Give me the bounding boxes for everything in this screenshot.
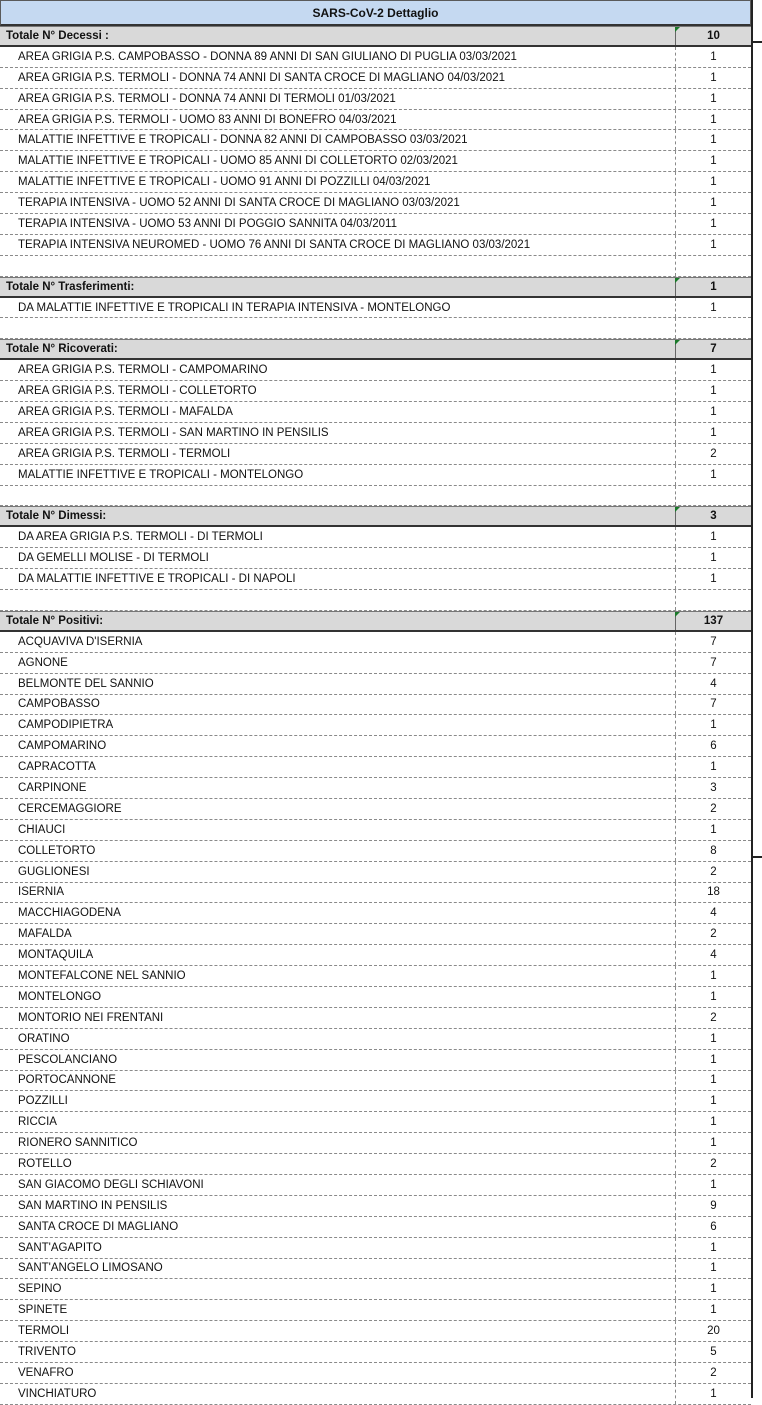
table-row[interactable] [0, 820, 751, 841]
row-label: MAFALDA [18, 928, 72, 941]
row-value: 4 [675, 945, 751, 965]
section-total-label: Totale N° Decessi : [6, 29, 109, 42]
section-total-label: Totale N° Ricoverati: [6, 343, 118, 356]
blank-row [0, 318, 751, 339]
table-row[interactable] [0, 235, 751, 256]
report-table [0, 26, 762, 1405]
table-row[interactable] [0, 757, 751, 778]
table-row[interactable] [0, 695, 751, 716]
table-row[interactable] [0, 569, 751, 590]
table-row[interactable] [0, 1196, 751, 1217]
row-label: CAPRACOTTA [18, 761, 96, 774]
row-label: GUGLIONESI [18, 865, 90, 878]
table-row[interactable] [0, 862, 751, 883]
row-value: 5 [675, 1342, 751, 1362]
table-row[interactable] [0, 924, 751, 945]
row-value: 1 [675, 527, 751, 547]
row-label: SANTA CROCE DI MAGLIANO [18, 1220, 179, 1233]
row-value: 1 [675, 1300, 751, 1320]
row-label: AREA GRIGIA P.S. CAMPOBASSO - DONNA 89 ANNI DI SAN GIULIANO DI PUGLIA 03/03/2021 [18, 50, 517, 63]
table-row[interactable] [0, 1259, 751, 1280]
row-value: 18 [675, 883, 751, 903]
section-total-value: 10 [675, 27, 751, 45]
row-value: 1 [675, 193, 751, 213]
column-border-tick [753, 41, 762, 43]
table-row[interactable] [0, 1091, 751, 1112]
table-row[interactable] [0, 1112, 751, 1133]
table-row[interactable] [0, 360, 751, 381]
table-row[interactable] [0, 1008, 751, 1029]
row-value: 1 [675, 1279, 751, 1299]
row-label: MONTAQUILA [18, 949, 94, 962]
row-label: MALATTIE INFETTIVE E TROPICALI - MONTELONGO [18, 468, 304, 481]
row-label: TERMOLI [18, 1325, 70, 1338]
table-row[interactable] [0, 172, 751, 193]
table-row[interactable] [0, 47, 751, 68]
row-label: MONTORIO NEI FRENTANI [18, 1011, 164, 1024]
comment-marker-icon [675, 27, 680, 32]
table-row[interactable] [0, 987, 751, 1008]
row-value: 1 [675, 569, 751, 589]
row-label: RICCIA [18, 1116, 57, 1129]
row-value: 1 [675, 402, 751, 422]
blank-cell [675, 318, 751, 338]
table-row[interactable] [0, 903, 751, 924]
row-value: 2 [675, 1154, 751, 1174]
row-label: CAMPOMARINO [18, 740, 107, 753]
row-label: DA MALATTIE INFETTIVE E TROPICALI IN TERAPIA INTENSIVA - MONTELONGO [18, 301, 451, 314]
table-row[interactable] [0, 632, 751, 653]
row-label: CAMPOBASSO [18, 698, 100, 711]
section-total-row[interactable] [0, 506, 751, 527]
row-label: COLLETORTO [18, 844, 96, 857]
row-value: 1 [675, 1175, 751, 1195]
row-value: 1 [675, 757, 751, 777]
row-value: 7 [675, 695, 751, 715]
table-row[interactable] [0, 1029, 751, 1050]
table-row[interactable] [0, 130, 751, 151]
column-border-tick [753, 856, 762, 858]
row-label: CARPINONE [18, 782, 87, 794]
row-label: CAMPODIPIETRA [18, 719, 114, 732]
table-row[interactable] [0, 653, 751, 674]
table-row[interactable] [0, 966, 751, 987]
row-label: SANT'AGAPITO [18, 1241, 102, 1254]
row-label: AREA GRIGIA P.S. TERMOLI - UOMO 83 ANNI DI BONEFRO 04/03/2021 [18, 113, 397, 126]
table-row[interactable] [0, 1342, 751, 1363]
row-label: SANT'ANGELO LIMOSANO [18, 1262, 163, 1275]
row-value: 1 [675, 966, 751, 986]
row-label: AREA GRIGIA P.S. TERMOLI - CAMPOMARINO [18, 364, 268, 377]
table-row[interactable] [0, 736, 751, 757]
row-value: 1 [675, 214, 751, 234]
table-row[interactable] [0, 1300, 751, 1321]
row-label: ACQUAVIVA D'ISERNIA [18, 635, 143, 648]
row-value: 2 [675, 1363, 751, 1383]
row-label: CHIAUCI [18, 823, 66, 836]
table-row[interactable] [0, 214, 751, 235]
section-total-label: Totale N° Dimessi: [6, 510, 107, 523]
table-row[interactable] [0, 1133, 751, 1154]
row-value: 1 [675, 987, 751, 1007]
row-label: ISERNIA [18, 886, 65, 899]
row-label: SPINETE [18, 1304, 68, 1317]
blank-cell [675, 590, 751, 610]
row-label: RIONERO SANNITICO [18, 1137, 138, 1150]
row-label: MALATTIE INFETTIVE E TROPICALI - DONNA 82 ANNI DI CAMPOBASSO 03/03/2021 [18, 134, 468, 147]
row-label: AREA GRIGIA P.S. TERMOLI - DONNA 74 ANNI DI TERMOLI 01/03/2021 [18, 92, 396, 105]
row-value: 2 [675, 799, 751, 819]
row-value: 1 [675, 110, 751, 130]
row-label: MONTELONGO [18, 990, 102, 1003]
row-value: 1 [675, 548, 751, 568]
row-value: 2 [675, 1008, 751, 1028]
blank-row [0, 486, 751, 507]
row-value: 1 [675, 1050, 751, 1070]
comment-marker-icon [675, 278, 680, 283]
table-row[interactable] [0, 799, 751, 820]
column-border [751, 0, 753, 1398]
comment-marker-icon [675, 612, 680, 617]
row-label: TRIVENTO [18, 1346, 76, 1359]
row-value: 1 [675, 423, 751, 443]
row-value: 1 [675, 820, 751, 840]
row-label: AGNONE [18, 656, 68, 669]
row-label: PORTOCANNONE [18, 1074, 116, 1087]
row-value: 1 [675, 47, 751, 67]
table-row[interactable] [0, 1050, 751, 1071]
row-value: 1 [675, 1071, 751, 1091]
blank-cell [675, 486, 751, 506]
row-value: 1 [675, 1259, 751, 1279]
row-value: 1 [675, 172, 751, 192]
row-label: MALATTIE INFETTIVE E TROPICALI - UOMO 85 ANNI DI COLLETORTO 02/03/2021 [18, 155, 458, 168]
table-row[interactable] [0, 1238, 751, 1259]
section-total-row[interactable] [0, 611, 751, 632]
row-value: 8 [675, 841, 751, 861]
table-row[interactable] [0, 465, 751, 486]
section-total-row[interactable] [0, 339, 751, 360]
row-label: DA GEMELLI MOLISE - DI TERMOLI [18, 552, 209, 565]
comment-marker-icon [675, 507, 680, 512]
row-value: 2 [675, 862, 751, 882]
section-total-row[interactable] [0, 277, 751, 298]
table-row[interactable] [0, 1217, 751, 1238]
row-value: 1 [675, 1029, 751, 1049]
row-label: TERAPIA INTENSIVA - UOMO 52 ANNI DI SANTA CROCE DI MAGLIANO 03/03/2021 [18, 197, 460, 210]
row-value: 2 [675, 444, 751, 464]
table-row[interactable] [0, 444, 751, 465]
row-label: POZZILLI [18, 1095, 68, 1108]
blank-row [0, 590, 751, 611]
table-row[interactable] [0, 1384, 751, 1405]
row-label: AREA GRIGIA P.S. TERMOLI - SAN MARTINO IN PENSILIS [18, 426, 329, 439]
row-label: AREA GRIGIA P.S. TERMOLI - DONNA 74 ANNI DI SANTA CROCE DI MAGLIANO 04/03/2021 [18, 71, 505, 84]
section-total-label: Totale N° Trasferimenti: [6, 280, 135, 293]
row-value: 3 [675, 778, 751, 798]
row-label: VENAFRO [18, 1366, 74, 1379]
row-value: 1 [675, 1384, 751, 1404]
row-label: ORATINO [18, 1032, 70, 1045]
row-value: 1 [675, 465, 751, 485]
row-value: 1 [675, 1112, 751, 1132]
section-total-label: Totale N° Positivi: [6, 614, 104, 627]
table-row[interactable] [0, 1071, 751, 1092]
table-row[interactable] [0, 298, 751, 319]
table-row[interactable] [0, 402, 751, 423]
blank-cell [675, 256, 751, 276]
table-row[interactable] [0, 883, 751, 904]
row-value: 7 [675, 632, 751, 652]
table-row[interactable] [0, 1175, 751, 1196]
row-value: 6 [675, 736, 751, 756]
row-label: PESCOLANCIANO [18, 1053, 118, 1066]
row-value: 1 [675, 89, 751, 109]
table-row[interactable] [0, 778, 751, 799]
row-label: MALATTIE INFETTIVE E TROPICALI - UOMO 91 ANNI DI POZZILLI 04/03/2021 [18, 176, 431, 189]
table-row[interactable] [0, 1279, 751, 1300]
table-row[interactable] [0, 68, 751, 89]
report-title: SARS-CoV-2 Dettaglio [0, 0, 751, 26]
row-value: 9 [675, 1196, 751, 1216]
row-label: DA MALATTIE INFETTIVE E TROPICALI - DI NAPOLI [18, 573, 296, 586]
row-label: TERAPIA INTENSIVA - UOMO 53 ANNI DI POGGIO SANNITA 04/03/2011 [18, 217, 397, 230]
row-label: SEPINO [18, 1283, 62, 1296]
blank-row [0, 256, 751, 277]
row-label: MACCHIAGODENA [18, 907, 121, 920]
table-row[interactable] [0, 674, 751, 695]
row-value: 2 [675, 924, 751, 944]
row-label: AREA GRIGIA P.S. TERMOLI - COLLETORTO [18, 385, 257, 398]
row-value: 1 [675, 68, 751, 88]
row-label: AREA GRIGIA P.S. TERMOLI - TERMOLI [18, 447, 231, 460]
table-row[interactable] [0, 1321, 751, 1342]
table-row[interactable] [0, 527, 751, 548]
row-value: 4 [675, 903, 751, 923]
row-value: 1 [675, 151, 751, 171]
row-label: MONTEFALCONE NEL SANNIO [18, 970, 186, 983]
table-row[interactable] [0, 193, 751, 214]
row-label: DA AREA GRIGIA P.S. TERMOLI - DI TERMOLI [18, 531, 263, 544]
row-value: 1 [675, 715, 751, 735]
comment-marker-icon [675, 340, 680, 345]
row-value: 1 [675, 298, 751, 318]
row-label: VINCHIATURO [18, 1387, 97, 1400]
section-total-value: 137 [675, 612, 751, 630]
table-row[interactable] [0, 1154, 751, 1175]
table-row[interactable] [0, 423, 751, 444]
row-label: TERAPIA INTENSIVA NEUROMED - UOMO 76 ANNI DI SANTA CROCE DI MAGLIANO 03/03/2021 [18, 238, 531, 251]
section-total-value: 3 [675, 507, 751, 525]
row-value: 1 [675, 1091, 751, 1111]
row-value: 6 [675, 1217, 751, 1237]
table-row[interactable] [0, 110, 751, 131]
row-value: 1 [675, 130, 751, 150]
table-row[interactable] [0, 89, 751, 110]
row-label: ROTELLO [18, 1158, 72, 1171]
section-total-value: 1 [675, 278, 751, 296]
row-label: SAN GIACOMO DEGLI SCHIAVONI [18, 1178, 204, 1191]
section-total-value: 7 [675, 340, 751, 358]
row-value: 1 [675, 1238, 751, 1258]
table-row[interactable] [0, 381, 751, 402]
table-row[interactable] [0, 151, 751, 172]
table-row[interactable] [0, 548, 751, 569]
row-label: CERCEMAGGIORE [18, 802, 122, 815]
row-value: 20 [675, 1321, 751, 1341]
row-value: 1 [675, 381, 751, 401]
row-value: 1 [675, 1133, 751, 1153]
table-row[interactable] [0, 1363, 751, 1384]
table-row[interactable] [0, 945, 751, 966]
row-value: 1 [675, 235, 751, 255]
row-value: 4 [675, 674, 751, 694]
row-value: 7 [675, 653, 751, 673]
section-total-row[interactable] [0, 26, 751, 47]
row-value: 1 [675, 360, 751, 380]
table-row[interactable] [0, 841, 751, 862]
row-label: AREA GRIGIA P.S. TERMOLI - MAFALDA [18, 405, 233, 418]
row-label: BELMONTE DEL SANNIO [18, 677, 154, 690]
row-label: SAN MARTINO IN PENSILIS [18, 1199, 168, 1212]
table-row[interactable] [0, 715, 751, 736]
